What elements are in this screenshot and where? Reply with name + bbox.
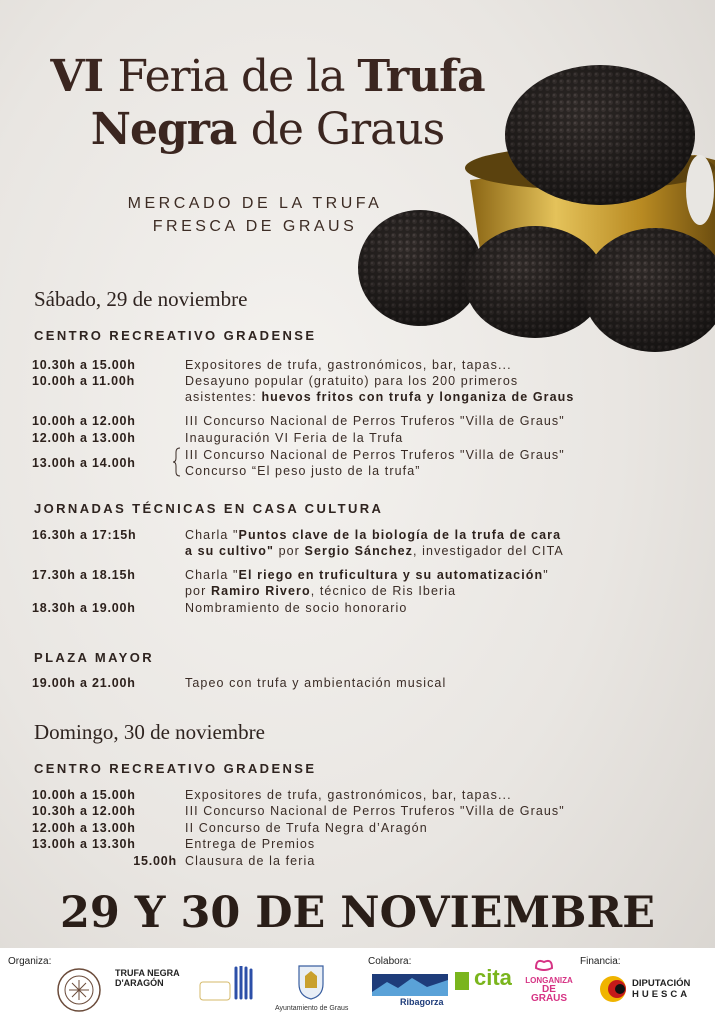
trufa-negra-text: TRUFA NEGRA D'ARAGÓN xyxy=(115,968,180,988)
sponsors-footer xyxy=(0,948,715,1024)
town-hall-crest-icon xyxy=(296,962,326,1000)
row-time: 10.30h a 15.00h xyxy=(32,358,136,372)
speaker-name: Sergio Sánchez xyxy=(304,544,414,558)
ayuntamiento-text: Ayuntamiento de Graus xyxy=(275,1005,349,1012)
talk-por: por xyxy=(274,544,305,558)
venue-casa-cultura: JORNADAS TÉCNICAS EN CASA CULTURA xyxy=(34,501,384,516)
row-text: Expositores de trufa, gastronómicos, bar, tapas... xyxy=(185,358,512,372)
day-heading-saturday: Sábado, 29 de noviembre xyxy=(34,287,248,311)
speaker-name: Ramiro Rivero xyxy=(210,584,311,598)
row-text xyxy=(185,373,574,405)
row-text: Expositores de trufa, gastronómicos, bar, tapas... xyxy=(185,788,512,802)
row-time: 10.00h a 11.00h xyxy=(32,374,136,388)
row-text: Tapeo con trufa y ambientación musical xyxy=(185,676,447,690)
venue-plaza-mayor: PLAZA MAYOR xyxy=(34,650,155,665)
row-time: 16.30h a 17:15h xyxy=(32,528,137,542)
row-text xyxy=(185,447,565,479)
ribagorza-mountain-icon xyxy=(372,974,448,996)
row-text: Nombramiento de socio honorario xyxy=(185,601,408,615)
title-feria: Feria de la xyxy=(117,51,358,102)
longaniza-logo xyxy=(524,976,574,1003)
longaniza-knot-icon xyxy=(532,954,556,974)
row-text: Inauguración VI Feria de la Trufa xyxy=(185,431,404,445)
row-text xyxy=(185,527,564,559)
row-text-line-1: III Concurso Nacional de Perros Truferos "Villa de Graus" xyxy=(185,448,565,462)
row-time: 10.30h a 12.00h xyxy=(32,804,136,818)
schedule-row xyxy=(32,447,695,481)
talk-prefix: Charla " xyxy=(185,528,239,542)
trufa-negra-logo xyxy=(115,968,187,988)
row-time: 15.00h xyxy=(133,854,177,868)
row-time: 17.30h a 18.15h xyxy=(32,568,136,582)
row-time: 13.00h a 13.30h xyxy=(32,837,136,851)
row-time: 10.00h a 15.00h xyxy=(32,788,136,802)
longaniza-line-1: LONGANIZA xyxy=(525,976,573,985)
venue-centro-recreativo-sat: CENTRO RECREATIVO GRADENSE xyxy=(34,328,317,343)
speaker-role: , investigador del CITA xyxy=(413,544,564,558)
title-negra: Negra xyxy=(90,104,251,155)
title-vi: VI xyxy=(50,51,118,102)
row-text: III Concurso Nacional de Perros Truferos "Villa de Graus" xyxy=(185,414,565,428)
brace-icon xyxy=(173,447,181,477)
row-time: 13.00h a 14.00h xyxy=(32,456,136,470)
row-time: 19.00h a 21.00h xyxy=(32,676,136,690)
diputacion-logo xyxy=(632,978,690,1000)
day-heading-sunday: Domingo, 30 de noviembre xyxy=(34,720,265,744)
subtitle-line-2: FRESCA DE GRAUS xyxy=(152,218,358,235)
talk-title-1: Puntos clave de la biología de la trufa de cara xyxy=(238,528,562,542)
financia-label: Financia: xyxy=(580,956,621,967)
speaker-role: , técnico de Ris Iberia xyxy=(310,584,457,598)
cita-leaf-icon xyxy=(455,972,469,990)
cita-text: cita xyxy=(474,965,512,990)
venue-centro-recreativo-sun: CENTRO RECREATIVO GRADENSE xyxy=(34,761,317,776)
talk-title: El riego en truficultura y su automatización xyxy=(238,568,544,582)
row-time: 18.30h a 19.00h xyxy=(32,601,136,615)
longaniza-line-2: DE GRAUS xyxy=(530,984,568,1004)
row-text-line-2a: asistentes: xyxy=(185,390,262,404)
association-logo-icon xyxy=(55,966,103,1014)
subtitle-line-1: MERCADO DE LA TRUFA xyxy=(127,195,383,212)
row-text-line-2b: huevos fritos con trufa y longaniza de Graus xyxy=(261,390,575,404)
truffle-illustration xyxy=(355,50,715,360)
talk-por: por xyxy=(185,584,211,598)
row-time: 10.00h a 12.00h xyxy=(32,414,136,428)
row-text-line-2: Concurso “El peso justo de la trufa” xyxy=(185,464,421,478)
title-trufa: Trufa xyxy=(357,51,485,102)
row-text: Clausura de la feria xyxy=(185,854,316,868)
organiza-label: Organiza: xyxy=(8,956,52,967)
diputacion-line-2: HUESCA xyxy=(632,989,691,1000)
row-text: Entrega de Premios xyxy=(185,837,316,851)
talk-title-2: a su cultivo" xyxy=(185,544,274,558)
diputacion-line-1: DIPUTACIÓN xyxy=(632,978,691,989)
title-de-graus: de Graus xyxy=(250,104,445,155)
date-banner: 29 Y 30 DE NOVIEMBRE xyxy=(59,888,656,938)
ribagorza-text: Ribagorza xyxy=(400,997,444,1007)
row-text: III Concurso Nacional de Perros Truferos "Villa de Graus" xyxy=(185,804,565,818)
talk-prefix: Charla " xyxy=(185,568,239,582)
row-text: II Concurso de Trufa Negra d’Aragón xyxy=(185,821,428,835)
talk-quote: " xyxy=(543,568,549,582)
hand-truffle-logo-icon xyxy=(198,966,266,1006)
row-time: 12.00h a 13.00h xyxy=(32,821,136,835)
diputacion-huesca-icon xyxy=(598,974,628,1004)
row-time: 12.00h a 13.00h xyxy=(32,431,136,445)
row-text-line-1: Desayuno popular (gratuito) para los 200 primeros xyxy=(185,374,519,388)
row-text xyxy=(185,567,549,599)
colabora-label: Colabora: xyxy=(368,956,412,967)
